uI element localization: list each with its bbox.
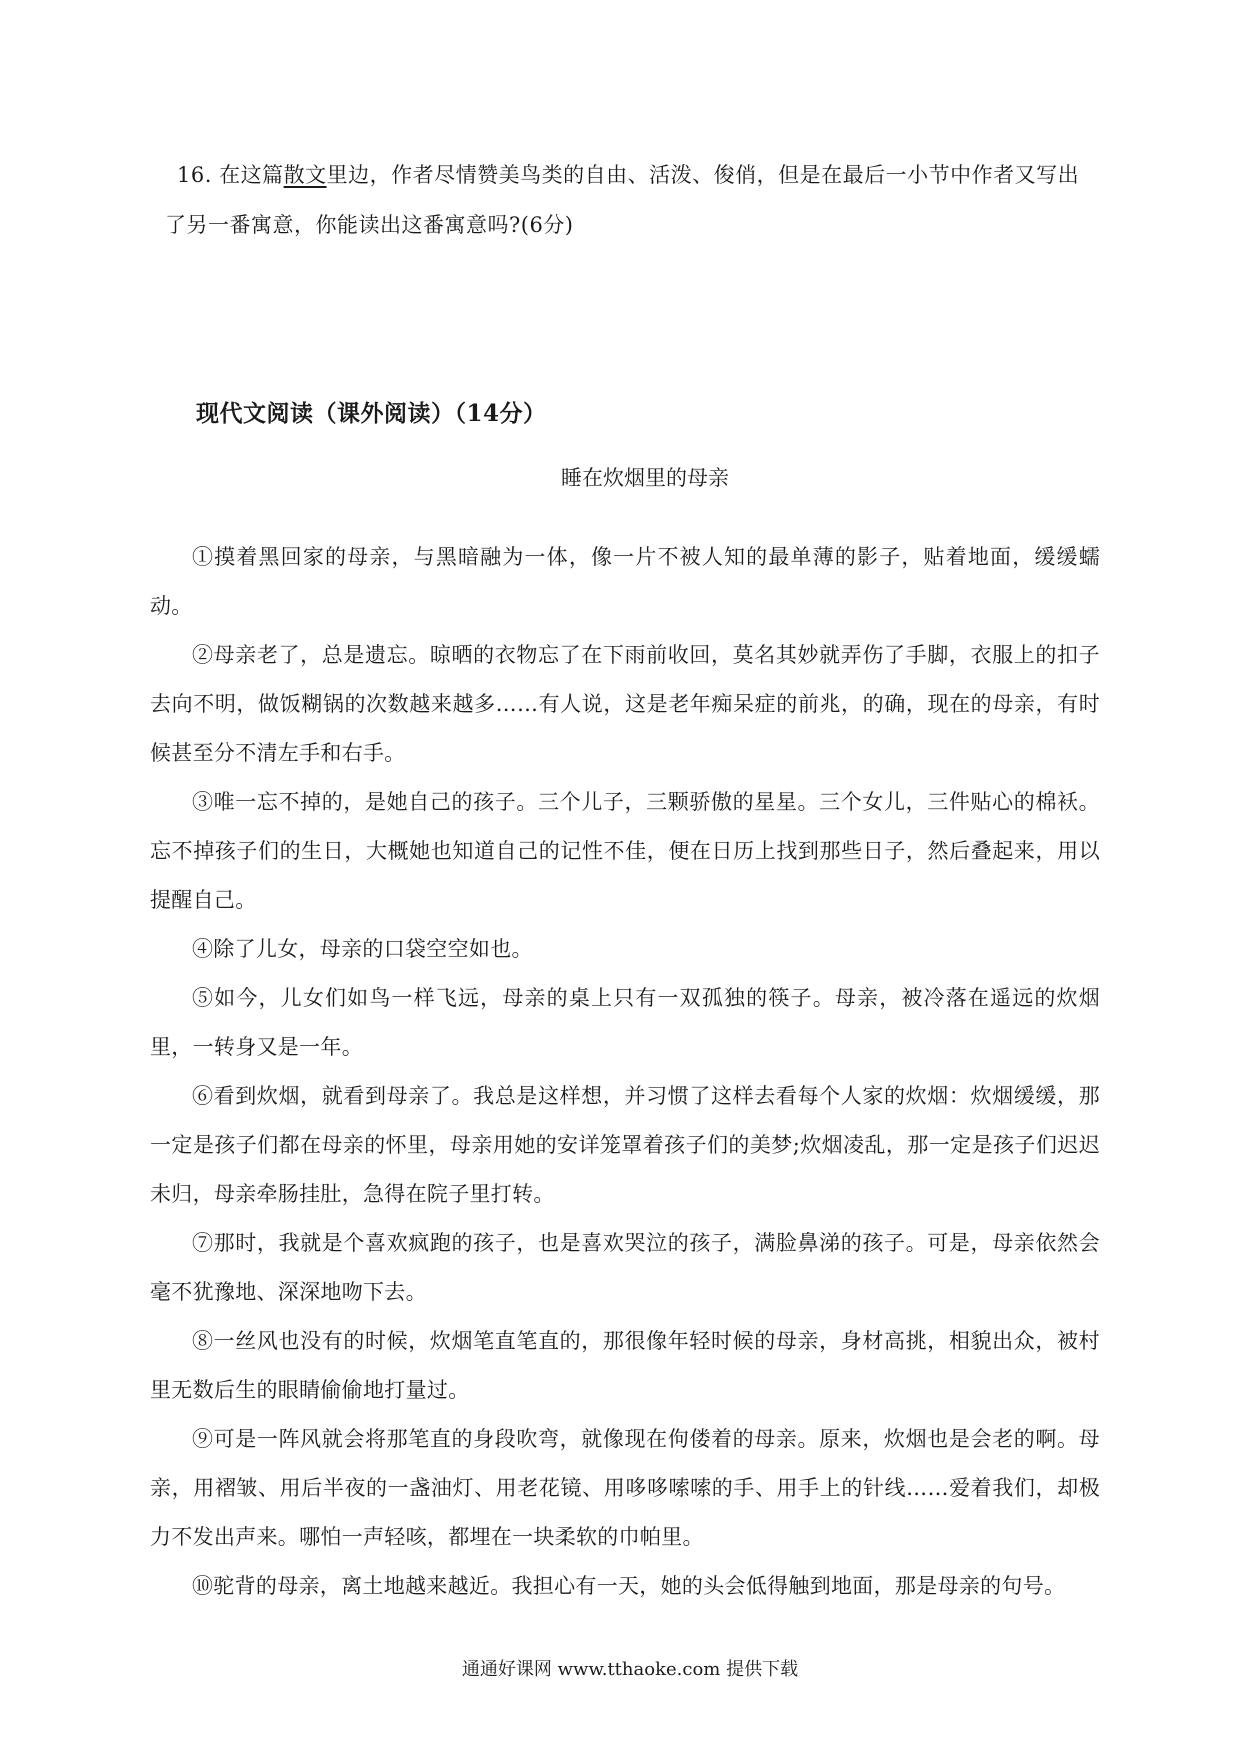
section-heading: 现代文阅读（课外阅读）（14分） xyxy=(196,400,547,427)
paragraph-5: ⑤如今，儿女们如鸟一样飞远，母亲的桌上只有一双孤独的筷子。母亲，被冷落在遥远的炊烟里，一转身又是一年。 xyxy=(150,986,1100,1059)
question-16 xyxy=(165,150,1095,250)
article-title: 睡在炊烟里的母亲 xyxy=(561,466,729,490)
paragraph-4: ④除了儿女，母亲的口袋空空如也。 xyxy=(192,937,533,961)
paragraph-9: ⑨可是一阵风就会将那笔直的身段吹弯，就像现在佝偻着的母亲。原来，炊烟也是会老的啊。母亲，用褶皱、用后半夜的一盏油灯、用老花镜、用哆哆嗦嗦的手、用手上的针线……爱着我们，却极力不发出声来。哪怕一声轻咳，都埋在一块柔软的巾帕里。 xyxy=(150,1427,1100,1549)
paragraph-7: ⑦那时，我就是个喜欢疯跑的孩子，也是喜欢哭泣的孩子，满脸鼻涕的孩子。可是，母亲依然会毫不犹豫地、深深地吻下去。 xyxy=(150,1231,1100,1304)
question-16-underlined-word: 散文 xyxy=(283,163,327,187)
question-16-prefix: 16. 在这篇 xyxy=(177,163,284,187)
question-16-suffix: 里边，作者尽情赞美鸟类的自由、活泼、俊俏，但是在最后一小节中作者又写出了另一番寓意，你能读出这番寓意吗?(6分) xyxy=(165,163,1080,237)
page-footer: 通通好课网 www.tthaoke.com 提供下载 xyxy=(461,1659,799,1680)
paragraph-3: ③唯一忘不掉的，是她自己的孩子。三个儿子，三颗骄傲的星星。三个女儿，三件贴心的棉袄。忘不掉孩子们的生日，大概她也知道自己的记性不佳，便在日历上找到那些日子，然后叠起来，用以提醒自己。 xyxy=(150,790,1100,912)
paragraph-2: ②母亲老了，总是遗忘。晾晒的衣物忘了在下雨前收回，莫名其妙就弄伤了手脚，衣服上的扣子去向不明，做饭糊锅的次数越来越多……有人说，这是老年痴呆症的前兆，的确，现在的母亲，有时候甚至分不清左手和右手。 xyxy=(150,643,1100,765)
paragraph-8: ⑧一丝风也没有的时候，炊烟笔直笔直的，那很像年轻时候的母亲，身材高挑，相貌出众，被村里无数后生的眼睛偷偷地打量过。 xyxy=(150,1329,1100,1402)
paragraph-6: ⑥看到炊烟，就看到母亲了。我总是这样想，并习惯了这样去看每个人家的炊烟：炊烟缓缓，那一定是孩子们都在母亲的怀里，母亲用她的安详笼罩着孩子们的美梦;炊烟凌乱，那一定是孩子们迟迟未归，母亲牵肠挂肚，急得在院子里打转。 xyxy=(150,1084,1100,1206)
article-body xyxy=(150,533,1100,1611)
paragraph-10: ⑩驼背的母亲，离土地越来越近。我担心有一天，她的头会低得触到地面，那是母亲的句号。 xyxy=(192,1574,1066,1598)
paragraph-1: ①摸着黑回家的母亲，与黑暗融为一体，像一片不被人知的最单薄的影子，贴着地面，缓缓蠕动。 xyxy=(150,545,1100,618)
